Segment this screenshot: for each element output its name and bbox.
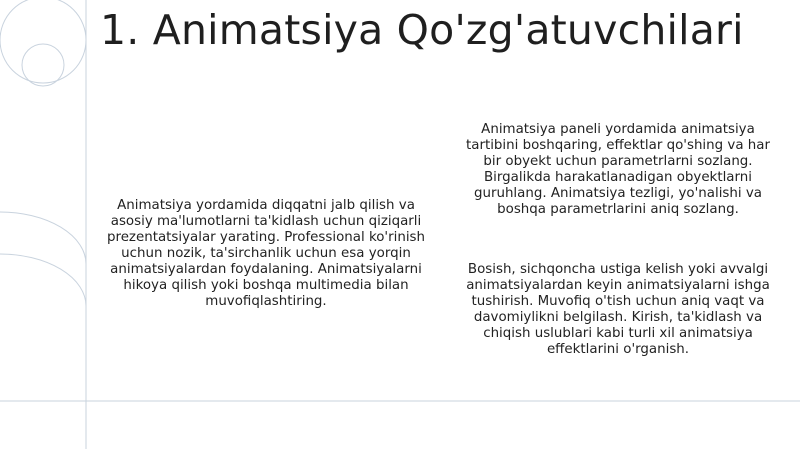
right-top-paragraph: Animatsiya paneli yordamida animatsiya tartibini boshqaring, effektlar qo'shing va har bir obyekt uchun parametrlarni sozlang. Birgalikda harakatlanadigan obyektlarni guruhlang. Animatsiya tezligi, yo'nalishi va boshqa parametrlarini aniq sozlang. [466, 122, 770, 217]
left-paragraph: Animatsiya yordamida diqqatni jalb qilish va asosiy ma'lumotlarni ta'kidlash uchun qiziqarli prezentatsiyalar yarating. Professional ko'rinish uchun nozik, ta'sirchanlik uchun esa yorqin animatsiyalardan foydalaning. Animatsiyalarni hikoya qilish yoki boshqa multimedia bilan muvofiqlashtiring. [106, 198, 425, 309]
deco-arc-lower [0, 254, 86, 306]
slide-title: 1. Animatsiya Qo'zg'atuvchilari [100, 6, 744, 54]
deco-arc-upper [0, 212, 86, 264]
deco-circle-large [0, 0, 86, 83]
deco-circle-small [22, 44, 64, 86]
right-bottom-paragraph: Bosish, sichqoncha ustiga kelish yoki avvalgi animatsiyalardan keyin animatsiyalarni ishga tushirish. Muvofiq o'tish uchun aniq vaqt va davomiylikni belgilash. Kirish, ta'kidlash va chiqish uslublari kabi turli xil animatsiya effektlarini o'rganish. [466, 262, 770, 357]
